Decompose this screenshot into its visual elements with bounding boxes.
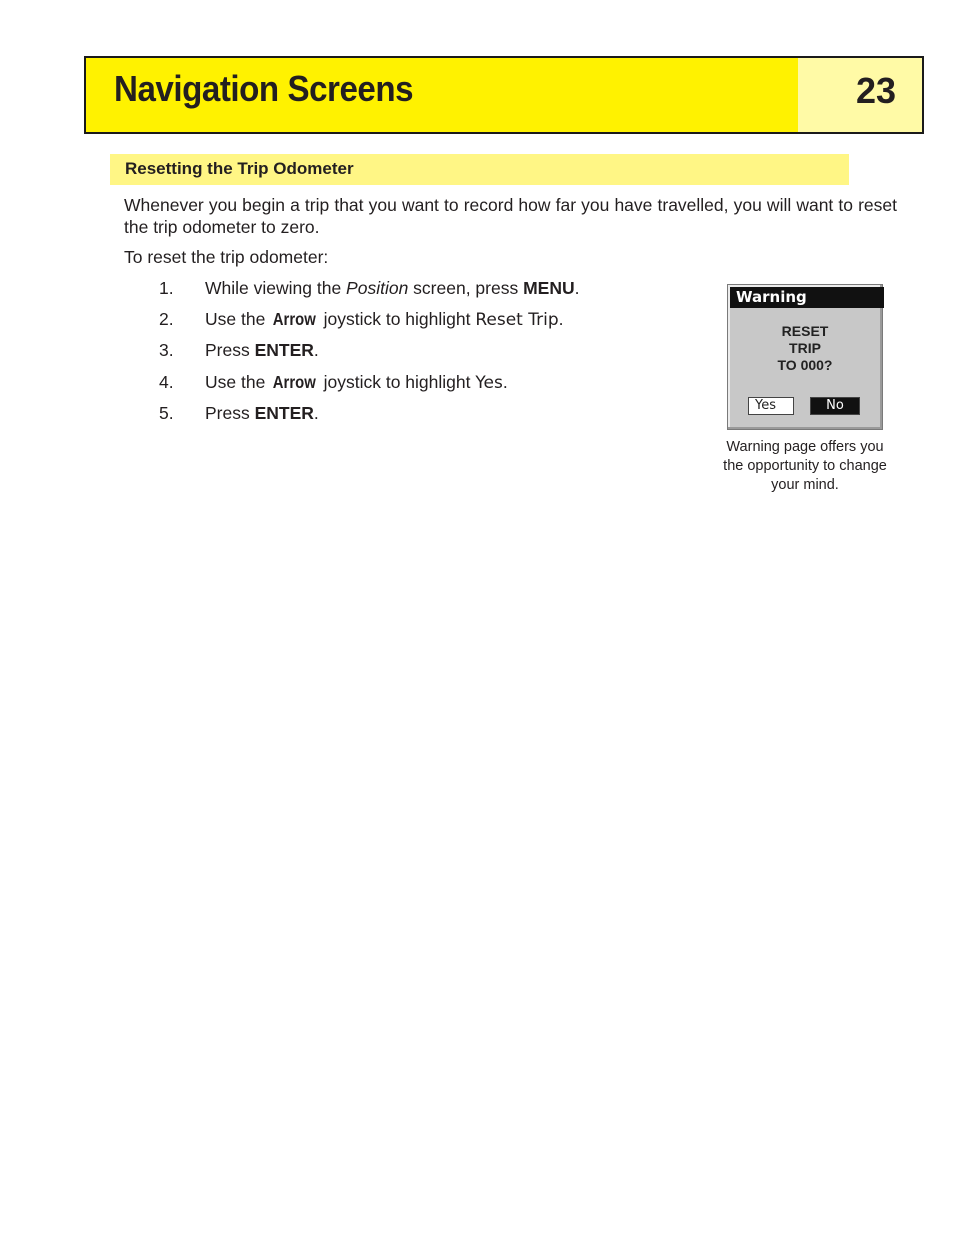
page-number-box	[798, 58, 922, 132]
key-name: ENTER	[254, 340, 314, 360]
step-number: 1.	[159, 278, 174, 298]
section-heading-bar	[110, 154, 849, 185]
step-text: screen, press	[408, 278, 524, 298]
warning-message	[728, 323, 882, 374]
message-line: TRIP	[789, 340, 821, 356]
caption-line: Warning page offers you	[726, 439, 884, 455]
step-text: .	[313, 340, 319, 360]
key-name: Arrow	[272, 372, 316, 392]
step-text: joystick to highlight	[318, 309, 476, 329]
key-name: MENU	[523, 278, 575, 298]
step-text: Press	[205, 340, 255, 360]
step-1	[159, 277, 580, 299]
step-text: joystick to highlight	[318, 372, 476, 392]
chapter-title: Navigation Screens	[114, 68, 414, 109]
step-3	[159, 339, 319, 361]
step-2	[159, 308, 564, 331]
step-text: .	[574, 278, 580, 298]
step-text: Use the	[205, 309, 271, 329]
figure-caption	[710, 438, 900, 495]
yes-button[interactable]: Yes	[748, 397, 794, 415]
section-heading: Resetting the Trip Odometer	[125, 159, 354, 178]
step-number: 3.	[159, 340, 174, 360]
intro-paragraph: Whenever you begin a trip that you want to record how far you have travelled, you will want to reset the trip odometer to zero.	[124, 195, 897, 237]
step-number: 5.	[159, 403, 174, 423]
step-text: While viewing the	[205, 278, 347, 298]
step-number: 2.	[159, 309, 174, 329]
caption-line: the opportunity to change	[723, 458, 887, 474]
warning-screen-illustration	[727, 284, 883, 430]
step-text: Use the	[205, 372, 271, 392]
page-number: 23	[855, 70, 896, 111]
step-text: .	[558, 309, 564, 329]
lead-paragraph: To reset the trip odometer:	[124, 247, 329, 267]
chapter-header	[84, 56, 924, 134]
step-number: 4.	[159, 372, 174, 392]
screen-option: Reset Trip	[475, 310, 559, 330]
step-text: Press	[205, 403, 255, 423]
step-text: .	[313, 403, 319, 423]
key-name: ENTER	[254, 403, 314, 423]
step-text: .	[502, 372, 508, 392]
warning-title: Warning	[730, 287, 884, 308]
message-line: RESET	[781, 323, 829, 339]
message-line: TO 000?	[777, 357, 833, 373]
screen-option: Yes	[475, 373, 503, 393]
screen-name: Position	[346, 278, 409, 298]
no-button[interactable]: No	[810, 397, 860, 415]
key-name: Arrow	[272, 309, 316, 329]
caption-line: your mind.	[771, 477, 839, 493]
step-4	[159, 371, 508, 394]
step-5	[159, 402, 319, 424]
